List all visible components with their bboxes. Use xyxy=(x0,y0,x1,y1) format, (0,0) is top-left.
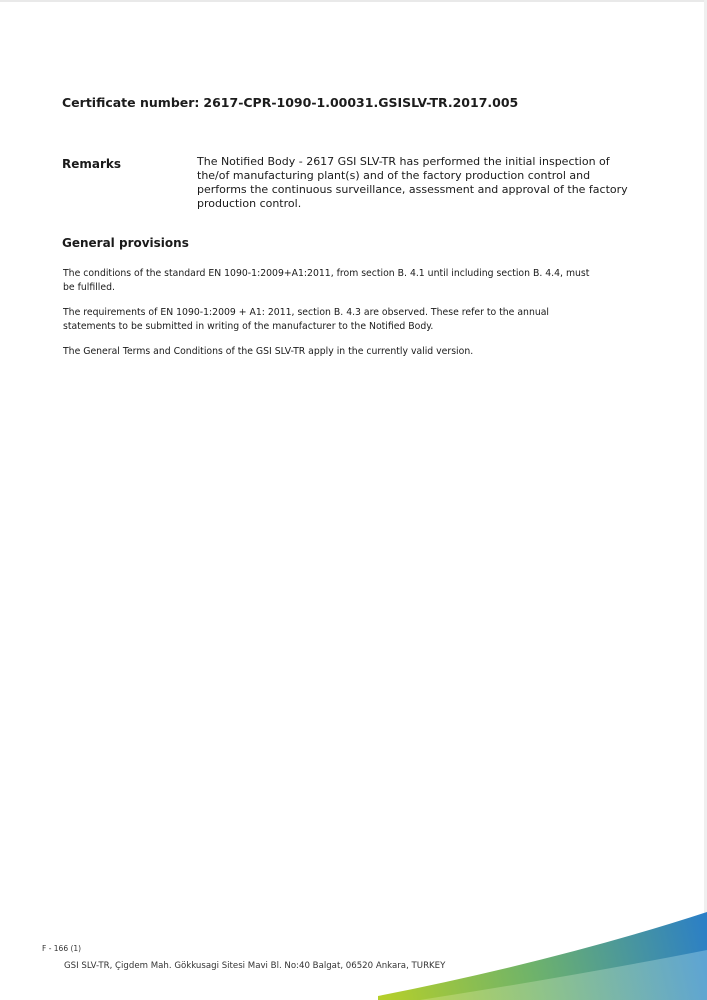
footer-address: GSI SLV-TR, Çigdem Mah. Gökkusagi Sitesi Mavi Bl. No:40 Balgat, 06520 Ankara, TURKEY xyxy=(64,961,446,971)
certificate-number-value: 2617-CPR-1090-1.00031.GSISLV-TR.2017.005 xyxy=(203,95,519,110)
remarks-label: Remarks xyxy=(62,157,122,171)
provision-paragraph-3: The General Terms and Conditions of the GSI SLV-TR apply in the currently valid version. xyxy=(63,346,474,357)
provision-paragraph-2: The requirements of EN 1090-1:2009 + A1: 2011, section B. 4.3 are observed. These refer to the annual statements to be submitted in writing of the manufacturer to the Notified Body. xyxy=(63,307,550,332)
general-provisions-heading: General provisions xyxy=(62,236,189,250)
certificate-number-label: Certificate number: xyxy=(62,95,200,110)
form-code: F - 166 (1) xyxy=(42,944,82,953)
provision-paragraph-1: The conditions of the standard EN 1090-1:2009+A1:2011, from section B. 4.1 until including section B. 4.4, must be fulfilled. xyxy=(63,268,590,293)
remarks-text: The Notified Body - 2617 GSI SLV-TR has performed the initial inspection of the/of manufacturing plant(s) and of the factory production control and performs the continuous surveillance, assessment and approval of the factory production control. xyxy=(197,155,628,210)
